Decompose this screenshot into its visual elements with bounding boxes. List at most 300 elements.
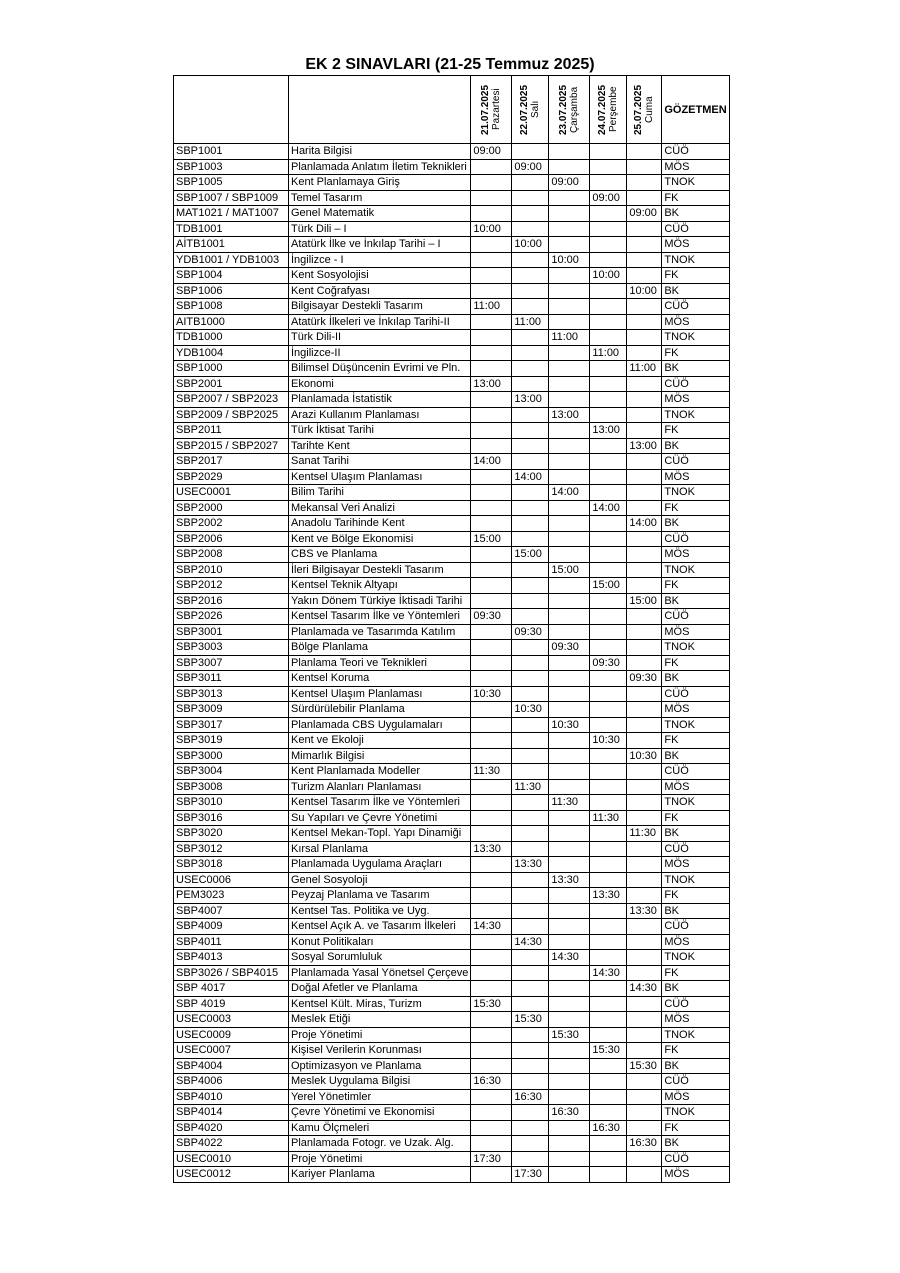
empty-slot <box>549 748 590 764</box>
empty-slot <box>627 733 662 749</box>
empty-slot <box>590 624 627 640</box>
course-name: Proje Yönetimi <box>289 1151 471 1167</box>
table-row <box>174 221 730 237</box>
exam-time: 11:30 <box>471 764 512 780</box>
empty-slot <box>549 1167 590 1183</box>
supervisor: CÜÖ <box>662 454 729 470</box>
table-row <box>174 175 730 191</box>
supervisor: CÜÖ <box>662 996 729 1012</box>
course-code: SBP1004 <box>174 268 289 284</box>
course-name: Kırsal Planlama <box>289 841 471 857</box>
supervisor: MÖS <box>662 779 729 795</box>
table-row <box>174 283 730 299</box>
course-name: Kent ve Ekoloji <box>289 733 471 749</box>
course-code: TDB1001 <box>174 221 289 237</box>
supervisor: FK <box>662 190 729 206</box>
empty-slot <box>590 1167 627 1183</box>
exam-time: 14:00 <box>590 500 627 516</box>
day-date: 24.07.2025 <box>597 84 609 135</box>
empty-slot <box>512 190 549 206</box>
empty-slot <box>549 996 590 1012</box>
supervisor: BK <box>662 1058 729 1074</box>
supervisor: CÜÖ <box>662 531 729 547</box>
empty-slot <box>512 996 549 1012</box>
exam-time: 14:30 <box>590 965 627 981</box>
course-name: Proje Yönetimi <box>289 1027 471 1043</box>
exam-time: 14:00 <box>512 469 549 485</box>
empty-slot <box>590 841 627 857</box>
empty-slot <box>512 965 549 981</box>
exam-time: 13:30 <box>549 872 590 888</box>
supervisor: TNOK <box>662 562 729 578</box>
empty-slot <box>590 252 627 268</box>
empty-slot <box>590 361 627 377</box>
empty-slot <box>627 531 662 547</box>
empty-slot <box>627 221 662 237</box>
empty-slot <box>590 903 627 919</box>
empty-slot <box>512 454 549 470</box>
course-code: SBP1005 <box>174 175 289 191</box>
empty-slot <box>512 593 549 609</box>
empty-slot <box>590 485 627 501</box>
course-name: Türk İktisat Tarihi <box>289 423 471 439</box>
table-row <box>174 1043 730 1059</box>
day-weekday: Cuma <box>644 96 656 123</box>
empty-slot <box>590 686 627 702</box>
empty-slot <box>590 1012 627 1028</box>
supervisor: FK <box>662 733 729 749</box>
empty-slot <box>471 190 512 206</box>
course-code: SBP3010 <box>174 795 289 811</box>
empty-slot <box>549 624 590 640</box>
empty-slot <box>590 593 627 609</box>
table-row <box>174 190 730 206</box>
empty-slot <box>590 547 627 563</box>
empty-slot <box>512 330 549 346</box>
course-name: Arazi Kullanım Planlaması <box>289 407 471 423</box>
empty-slot <box>590 221 627 237</box>
course-name: Planlamada İstatistik <box>289 392 471 408</box>
empty-slot <box>590 748 627 764</box>
course-name: İngilizce - I <box>289 252 471 268</box>
exam-time: 11:00 <box>512 314 549 330</box>
empty-slot <box>471 717 512 733</box>
course-code: SBP3020 <box>174 826 289 842</box>
empty-slot <box>512 485 549 501</box>
table-row <box>174 826 730 842</box>
empty-slot <box>549 655 590 671</box>
course-name: Sanat Tarihi <box>289 454 471 470</box>
exam-time: 15:00 <box>590 578 627 594</box>
exam-time: 11:00 <box>627 361 662 377</box>
empty-slot <box>590 283 627 299</box>
course-name: Temel Tasarım <box>289 190 471 206</box>
table-row <box>174 717 730 733</box>
empty-slot <box>590 159 627 175</box>
empty-slot <box>471 1167 512 1183</box>
table-row <box>174 1012 730 1028</box>
supervisor: MÖS <box>662 1167 729 1183</box>
supervisor: BK <box>662 593 729 609</box>
empty-slot <box>627 469 662 485</box>
table-row <box>174 996 730 1012</box>
exam-time: 15:00 <box>471 531 512 547</box>
course-name: Konut Politikaları <box>289 934 471 950</box>
table-row <box>174 438 730 454</box>
empty-slot <box>512 903 549 919</box>
course-name: Kişisel Verilerin Korunması <box>289 1043 471 1059</box>
course-name: Anadolu Tarihinde Kent <box>289 516 471 532</box>
empty-slot <box>512 345 549 361</box>
empty-slot <box>471 407 512 423</box>
table-row <box>174 1105 730 1121</box>
header-day-2 <box>512 76 549 144</box>
empty-slot <box>549 578 590 594</box>
table-row <box>174 810 730 826</box>
course-name: Yerel Yönetimler <box>289 1089 471 1105</box>
course-name: Kent Planlamaya Giriş <box>289 175 471 191</box>
exam-time: 15:00 <box>627 593 662 609</box>
empty-slot <box>471 1012 512 1028</box>
exam-time: 14:30 <box>549 950 590 966</box>
empty-slot <box>549 1120 590 1136</box>
empty-slot <box>549 283 590 299</box>
course-code: SBP2012 <box>174 578 289 594</box>
course-code: SBP2007 / SBP2023 <box>174 392 289 408</box>
exam-time: 15:30 <box>627 1058 662 1074</box>
empty-slot <box>590 872 627 888</box>
table-row <box>174 950 730 966</box>
course-code: SBP3011 <box>174 671 289 687</box>
empty-slot <box>471 175 512 191</box>
empty-slot <box>590 981 627 997</box>
table-row <box>174 624 730 640</box>
empty-slot <box>549 144 590 160</box>
exam-time: 13:00 <box>471 376 512 392</box>
empty-slot <box>471 314 512 330</box>
empty-slot <box>627 330 662 346</box>
exam-time: 10:00 <box>549 252 590 268</box>
empty-slot <box>512 764 549 780</box>
table-row <box>174 733 730 749</box>
supervisor: TNOK <box>662 485 729 501</box>
course-code: SBP3000 <box>174 748 289 764</box>
header-day-3 <box>549 76 590 144</box>
empty-slot <box>549 268 590 284</box>
course-code: USEC0009 <box>174 1027 289 1043</box>
empty-slot <box>471 485 512 501</box>
empty-slot <box>471 268 512 284</box>
empty-slot <box>627 965 662 981</box>
table-row <box>174 1074 730 1090</box>
course-code: SBP3018 <box>174 857 289 873</box>
exam-time: 10:30 <box>471 686 512 702</box>
table-row <box>174 1120 730 1136</box>
table-row <box>174 686 730 702</box>
table-row <box>174 159 730 175</box>
empty-slot <box>471 965 512 981</box>
empty-slot <box>512 919 549 935</box>
course-code: SBP4020 <box>174 1120 289 1136</box>
empty-slot <box>627 1027 662 1043</box>
exam-schedule-table <box>173 75 730 1183</box>
supervisor: MÖS <box>662 469 729 485</box>
course-name: Kentsel Kült. Miras, Turizm <box>289 996 471 1012</box>
empty-slot <box>627 1012 662 1028</box>
table-row <box>174 965 730 981</box>
empty-slot <box>549 547 590 563</box>
exam-time: 15:30 <box>471 996 512 1012</box>
header-day-4 <box>590 76 627 144</box>
table-row <box>174 1151 730 1167</box>
supervisor: TNOK <box>662 950 729 966</box>
empty-slot <box>471 655 512 671</box>
empty-slot <box>590 996 627 1012</box>
empty-slot <box>627 314 662 330</box>
empty-slot <box>627 485 662 501</box>
empty-slot <box>512 733 549 749</box>
empty-slot <box>590 1151 627 1167</box>
empty-slot <box>549 826 590 842</box>
course-name: Kentsel Teknik Altyapı <box>289 578 471 594</box>
empty-slot <box>549 609 590 625</box>
course-code: USEC0001 <box>174 485 289 501</box>
empty-slot <box>512 640 549 656</box>
schedule-body <box>174 144 730 1183</box>
empty-slot <box>512 872 549 888</box>
table-row <box>174 1027 730 1043</box>
exam-time: 10:00 <box>590 268 627 284</box>
empty-slot <box>512 206 549 222</box>
course-code: MAT1021 / MAT1007 <box>174 206 289 222</box>
exam-time: 13:00 <box>549 407 590 423</box>
empty-slot <box>471 1027 512 1043</box>
supervisor: TNOK <box>662 1027 729 1043</box>
empty-slot <box>549 469 590 485</box>
empty-slot <box>590 609 627 625</box>
empty-slot <box>549 686 590 702</box>
table-row <box>174 144 730 160</box>
empty-slot <box>590 1136 627 1152</box>
empty-slot <box>512 609 549 625</box>
course-name: Türk Dili – I <box>289 221 471 237</box>
empty-slot <box>549 934 590 950</box>
empty-slot <box>471 1089 512 1105</box>
supervisor: BK <box>662 1136 729 1152</box>
empty-slot <box>627 1089 662 1105</box>
empty-slot <box>549 159 590 175</box>
empty-slot <box>590 392 627 408</box>
day-weekday: Pazartesi <box>491 88 503 131</box>
exam-time: 11:00 <box>471 299 512 315</box>
table-row <box>174 423 730 439</box>
empty-slot <box>512 795 549 811</box>
exam-time: 16:30 <box>471 1074 512 1090</box>
exam-time: 10:30 <box>590 733 627 749</box>
course-name: Kamu Ölçmeleri <box>289 1120 471 1136</box>
empty-slot <box>471 733 512 749</box>
empty-slot <box>512 516 549 532</box>
empty-slot <box>627 562 662 578</box>
table-row <box>174 702 730 718</box>
day-date: 21.07.2025 <box>480 84 492 135</box>
course-name: Yakın Dönem Türkiye İktisadi Tarihi <box>289 593 471 609</box>
table-row <box>174 764 730 780</box>
supervisor: MÖS <box>662 159 729 175</box>
supervisor: FK <box>662 965 729 981</box>
day-weekday: Çarşamba <box>569 86 581 133</box>
empty-slot <box>549 190 590 206</box>
exam-time: 13:00 <box>627 438 662 454</box>
exam-time: 17:30 <box>471 1151 512 1167</box>
empty-slot <box>471 578 512 594</box>
exam-time: 10:30 <box>512 702 549 718</box>
empty-slot <box>512 671 549 687</box>
table-row <box>174 934 730 950</box>
empty-slot <box>549 1058 590 1074</box>
header-supervisor: GÖZETMEN <box>662 76 729 144</box>
course-name: Kent Coğrafyası <box>289 283 471 299</box>
empty-slot <box>512 376 549 392</box>
empty-slot <box>512 748 549 764</box>
course-code: SBP3013 <box>174 686 289 702</box>
header-course <box>289 76 471 144</box>
table-row <box>174 206 730 222</box>
empty-slot <box>627 779 662 795</box>
empty-slot <box>627 500 662 516</box>
empty-slot <box>627 1074 662 1090</box>
course-name: Kentsel Açık A. ve Tasarım İlkeleri <box>289 919 471 935</box>
course-code: SBP3019 <box>174 733 289 749</box>
supervisor: BK <box>662 748 729 764</box>
empty-slot <box>590 640 627 656</box>
empty-slot <box>471 1058 512 1074</box>
table-row <box>174 872 730 888</box>
exam-time: 15:00 <box>549 562 590 578</box>
empty-slot <box>512 1136 549 1152</box>
course-name: CBS ve Planlama <box>289 547 471 563</box>
empty-slot <box>590 330 627 346</box>
empty-slot <box>549 1074 590 1090</box>
exam-time: 15:30 <box>590 1043 627 1059</box>
empty-slot <box>627 1120 662 1136</box>
course-name: Bölge Planlama <box>289 640 471 656</box>
course-name: Kentsel Tas. Politika ve Uyg. <box>289 903 471 919</box>
empty-slot <box>471 547 512 563</box>
table-row <box>174 376 730 392</box>
course-name: Bilim Tarihi <box>289 485 471 501</box>
supervisor: CÜÖ <box>662 376 729 392</box>
table-row <box>174 779 730 795</box>
exam-time: 14:00 <box>471 454 512 470</box>
supervisor: MÖS <box>662 857 729 873</box>
course-code: SBP1000 <box>174 361 289 377</box>
table-row <box>174 655 730 671</box>
supervisor: CÜÖ <box>662 221 729 237</box>
empty-slot <box>627 175 662 191</box>
supervisor: MÖS <box>662 547 729 563</box>
empty-slot <box>627 624 662 640</box>
course-code: TDB1000 <box>174 330 289 346</box>
empty-slot <box>627 190 662 206</box>
course-name: Tarihte Kent <box>289 438 471 454</box>
empty-slot <box>627 640 662 656</box>
supervisor: CÜÖ <box>662 764 729 780</box>
exam-time: 11:00 <box>590 345 627 361</box>
empty-slot <box>512 438 549 454</box>
course-name: Mekansal Veri Analizi <box>289 500 471 516</box>
day-weekday: Perşembe <box>608 86 620 133</box>
supervisor: TNOK <box>662 175 729 191</box>
supervisor: CÜÖ <box>662 686 729 702</box>
course-code: SBP1007 / SBP1009 <box>174 190 289 206</box>
supervisor: TNOK <box>662 407 729 423</box>
empty-slot <box>512 826 549 842</box>
empty-slot <box>512 1043 549 1059</box>
empty-slot <box>627 392 662 408</box>
empty-slot <box>627 1151 662 1167</box>
empty-slot <box>627 996 662 1012</box>
empty-slot <box>549 779 590 795</box>
course-code: SBP3007 <box>174 655 289 671</box>
empty-slot <box>512 423 549 439</box>
empty-slot <box>512 841 549 857</box>
empty-slot <box>627 454 662 470</box>
empty-slot <box>627 702 662 718</box>
empty-slot <box>627 764 662 780</box>
empty-slot <box>471 500 512 516</box>
exam-time: 10:00 <box>627 283 662 299</box>
supervisor: BK <box>662 981 729 997</box>
supervisor: CÜÖ <box>662 609 729 625</box>
empty-slot <box>549 733 590 749</box>
table-row <box>174 252 730 268</box>
empty-slot <box>471 392 512 408</box>
empty-slot <box>627 1043 662 1059</box>
empty-slot <box>512 283 549 299</box>
table-row <box>174 671 730 687</box>
course-code: SBP2029 <box>174 469 289 485</box>
supervisor: FK <box>662 268 729 284</box>
empty-slot <box>590 779 627 795</box>
table-row <box>174 454 730 470</box>
empty-slot <box>549 593 590 609</box>
empty-slot <box>512 252 549 268</box>
empty-slot <box>627 423 662 439</box>
course-code: SBP3008 <box>174 779 289 795</box>
exam-time: 09:00 <box>590 190 627 206</box>
empty-slot <box>512 500 549 516</box>
supervisor: TNOK <box>662 795 729 811</box>
supervisor: CÜÖ <box>662 144 729 160</box>
course-code: SBP4009 <box>174 919 289 935</box>
supervisor: BK <box>662 206 729 222</box>
exam-time: 13:00 <box>590 423 627 439</box>
table-row <box>174 1089 730 1105</box>
course-name: Meslek Etiği <box>289 1012 471 1028</box>
supervisor: CÜÖ <box>662 1074 729 1090</box>
course-name: Sürdürülebilir Planlama <box>289 702 471 718</box>
empty-slot <box>590 314 627 330</box>
empty-slot <box>590 1089 627 1105</box>
empty-slot <box>471 1043 512 1059</box>
course-name: Turizm Alanları Planlaması <box>289 779 471 795</box>
supervisor: MÖS <box>662 392 729 408</box>
course-name: Kentsel Ulaşım Planlaması <box>289 686 471 702</box>
exam-time: 15:30 <box>549 1027 590 1043</box>
empty-slot <box>549 345 590 361</box>
exam-time: 09:00 <box>512 159 549 175</box>
